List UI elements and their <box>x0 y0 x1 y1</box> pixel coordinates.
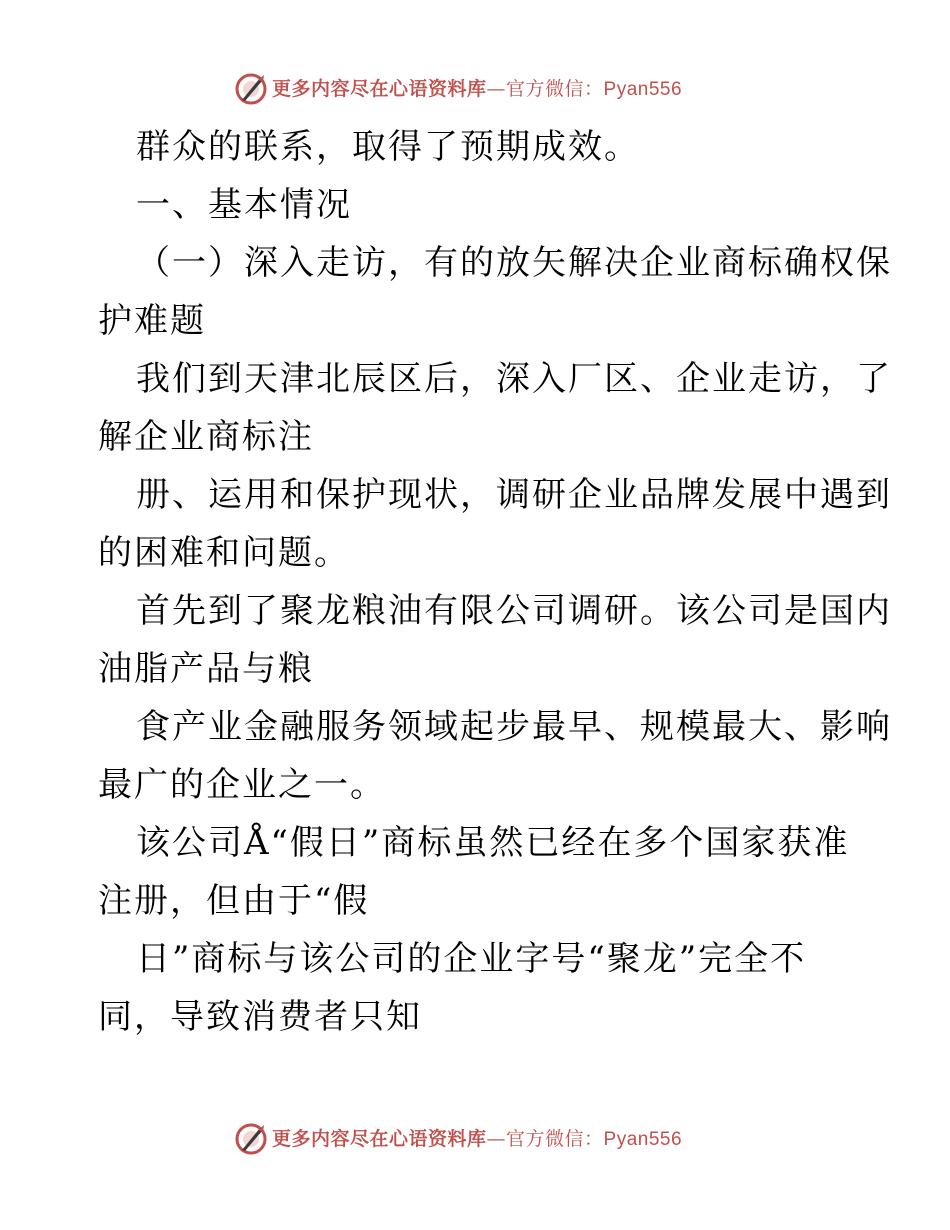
document-body <box>98 118 892 1046</box>
text-line: 注册，但由于“假 <box>98 881 370 921</box>
text-line: 的困难和问题。 <box>98 533 350 573</box>
banner-brand: 更多内容尽在心语资料库 <box>272 1128 487 1150</box>
text-line: 册、运用和保护现状，调研企业品牌发展中遇到 <box>136 475 892 515</box>
banner-brand: 更多内容尽在心语资料库 <box>272 78 487 100</box>
header-watermark-banner <box>0 70 950 110</box>
text-line: 解企业商标注 <box>98 417 314 457</box>
text-line: 日”商标与该公司的企业字号“聚龙”完全不 <box>136 939 807 979</box>
subsection-heading: （一）深入走访，有的放矢解决企业商标确权保 <box>136 243 892 283</box>
banner-wechat-label: 官方微信： <box>506 78 604 100</box>
text-line: 我们到天津北辰区后，深入厂区、企业走访，了 <box>136 359 892 399</box>
section-heading: 一、基本情况 <box>136 185 352 225</box>
banner-text <box>272 1126 682 1153</box>
quill-logo-icon <box>234 72 268 106</box>
banner-separator: — <box>486 1128 507 1150</box>
banner-wechat-id: Pyan556 <box>603 1129 683 1150</box>
banner-wechat-id: Pyan556 <box>603 79 683 100</box>
text-line: 油脂产品与粮 <box>98 649 314 689</box>
text-line: 群众的联系，取得了预期成效。 <box>136 127 640 167</box>
text-line: 该公司Å“假日”商标虽然已经在多个国家获准 <box>136 823 850 863</box>
text-line: 首先到了聚龙粮油有限公司调研。该公司是国内 <box>136 591 892 631</box>
text-line: 食产业金融服务领域起步最早、规模最大、影响 <box>136 707 892 747</box>
text-line: 同，导致消费者只知 <box>98 997 422 1037</box>
quill-logo-icon <box>234 1122 268 1156</box>
banner-text <box>272 76 682 103</box>
banner-separator: — <box>486 78 507 100</box>
subsection-heading-continued: 护难题 <box>98 301 206 341</box>
banner-wechat-label: 官方微信： <box>506 1128 604 1150</box>
text-line: 最广的企业之一。 <box>98 765 386 805</box>
footer-watermark-banner <box>0 1120 950 1160</box>
